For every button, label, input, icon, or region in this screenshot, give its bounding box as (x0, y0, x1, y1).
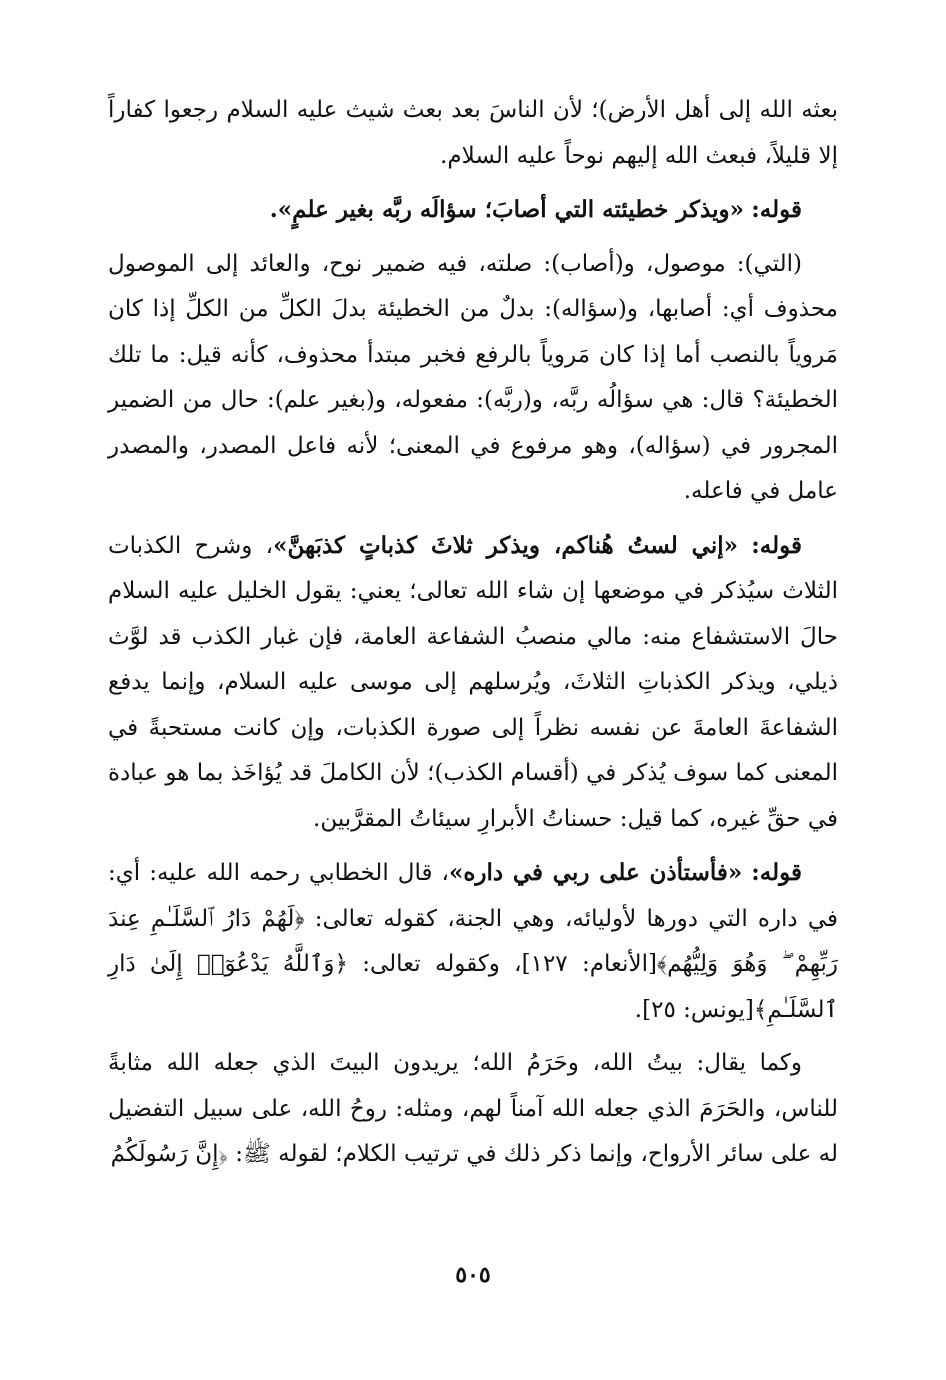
page-body (108, 88, 838, 1186)
paragraph-1-text: بعثه الله إلى أهل الأرض)؛ لأن الناسَ بعد بعث شيث عليه السلام رجعوا كفاراً إلا قليلاً، فبعث الله إليهم نوحاً عليه السلام. (108, 97, 838, 169)
paragraph-4-quote: «إني لستُ هُناكم، ويذكر ثلاثَ كذباتٍ كذبَهنَّ» (273, 531, 739, 559)
paragraph-5-lead: قوله: (751, 859, 803, 886)
paragraph-5 (108, 850, 838, 1033)
paragraph-2-lead: قوله: (751, 196, 802, 223)
page-number: ٥٠٥ (455, 1262, 491, 1288)
paragraph-5-text: ، قال الخطابي رحمه الله عليه: أي: في داره التي دورها لأوليائه، وهي الجنة، كقوله تعالى: ﴿لَهُمْ دَارُ ٱلسَّلَـٰمِ عِندَ رَبِّهِمْ ۖ وَهُوَ وَلِيُّهُم﴾[الأنعام: ١٢٧]، وكقوله تعالى: ﴿وَٱللَّهُ يَدْعُوٓا۟ إِلَىٰ دَارِ ٱلسَّلَـٰمِ﴾[يونس: ٢٥]. (108, 860, 838, 1023)
paragraph-6 (108, 1041, 838, 1178)
paragraph-1 (108, 88, 838, 179)
paragraph-6-text: وكما يقال: بيتُ الله، وحَرَمُ الله؛ يريدون البيتَ الذي جعله الله مثابةً للناس، والحَرَمَ الذي جعله الله آمناً لهم، ومثله: روحُ الله، على سبيل التفضيل له على سائر الأرواح، وإنما ذكر ذلك في ترتيب الكلام؛ لقوله ﷺ: ﴿إِنَّ رَسُولَكُمُ (108, 1050, 838, 1167)
paragraph-4-lead: قوله: (751, 531, 802, 559)
paragraph-3-text: (التي): موصول، و(أصاب): صلته، فيه ضمير نوح، والعائد إلى الموصول محذوف أي: أصابها، و(سؤاله): بدلٌ من الخطيئة بدلَ الكلِّ من الكلِّ إذا كان مَروياً بالنصب أما إذا كان مَروياً بالرفع فخبر مبتدأ محذوف، كأنه قيل: ما تلك الخطيئة؟ قال: هي سؤالُه ربَّه، و(ربَّه): مفعوله، و(بغير علم): حال من الضمير المجرور في (سؤاله)، وهو مرفوع في المعنى؛ لأنه فاعل المصدر، والمصدر عامل في فاعله. (108, 250, 838, 504)
paragraph-2-quote: «ويذكر خطيئته التي أصابَ؛ سؤالَه ربَّه بغير علمٍ». (269, 196, 744, 223)
paragraph-3 (108, 242, 838, 515)
paragraph-2 (108, 187, 838, 234)
paragraph-4 (108, 523, 838, 843)
paragraph-5-quote: «فأستأذن على ربي في داره» (448, 859, 743, 886)
paragraph-4-text: ، وشرح الكذبات الثلاث سيُذكر في موضعها إن شاء الله تعالى؛ يعني: يقول الخليل عليه السلام حالَ الاستشفاع منه: مالي منصبُ الشفاعة العامة، فإن غبار الكذب قد لوَّث ذيلي، ويذكر الكذباتِ الثلاثَ، ويُرسلهم إلى موسى عليه السلام، وإنما يدفع الشفاعةَ العامةَ عن نفسه نظراً إلى صورة الكذبات، وإن كانت مستحبةً في المعنى كما سوف يُذكر في (أقسام الكذب)؛ لأن الكاملَ قد يُؤاخَذ بما هو عبادة في حقِّ غيره، كما قيل: حسناتُ الأبرارِ سيئاتُ المقرَّبين. (108, 532, 838, 832)
